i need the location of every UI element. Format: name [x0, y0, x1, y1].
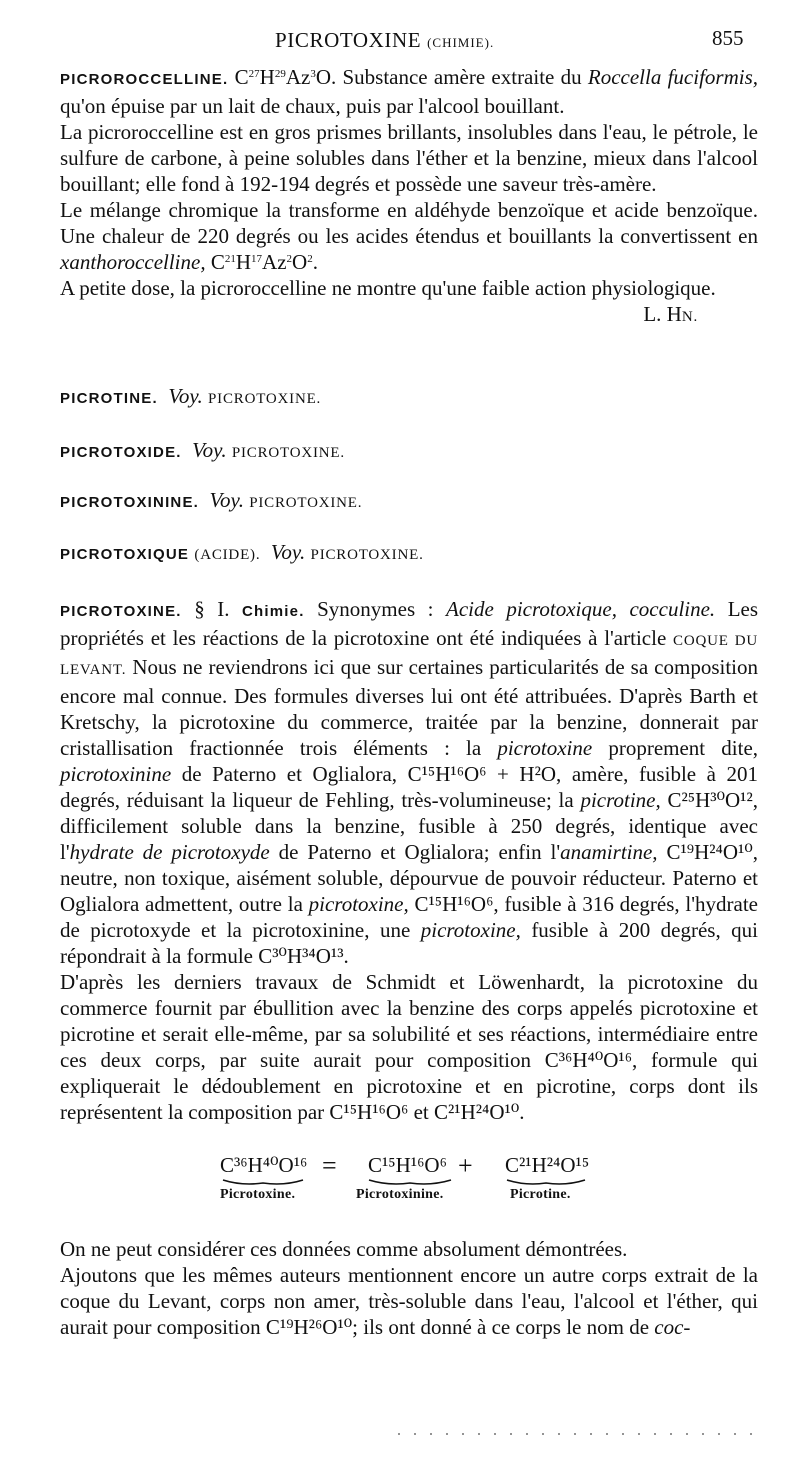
body-text: La picroroccelline est en gros prismes brillants, insolubles dans l'eau, le pétrole, le sulfure de carbone, à peine solubles dans l'éther et la benzine, mieux dans l'alcool bouillant; elle fond à 192-194 degrés et possède une saveur très-amère. — [60, 120, 758, 196]
synonyms: Acide picrotoxique, cocculine. — [446, 597, 716, 621]
running-title — [275, 28, 494, 53]
paragraph-reactions — [60, 197, 758, 275]
latin-name: Roccella fuciformis, — [587, 65, 758, 89]
chemical-formula: C¹⁵H¹⁶O⁶, — [414, 892, 499, 916]
body-text: qu'on épuise par un lait de chaux, puis par l'alcool bouillant. — [60, 94, 565, 118]
crossref-target: PICROTOXINE. — [231, 445, 345, 461]
paragraph-chemistry — [60, 596, 758, 969]
crossref-target: PICROTOXINE. — [208, 391, 322, 407]
body-text: On ne peut considérer ces données comme absolument démontrées. — [60, 1237, 628, 1261]
compound-name: anamirtine, — [560, 840, 658, 864]
body-text: D'après les derniers travaux de Schmidt et Löwenhardt, la picrotoxine du commerce fournit par ébullition avec la benzine des corps appelés picrotoxine et picrotine et serait elle-même, par sa solubilité et ses réactions, intermédiaire entre ces deux corps, par suite aurait pour composition — [60, 970, 758, 1072]
body-text: Ajoutons que les mêmes auteurs mentionnent encore un autre corps extrait de la coque du Levant, corps non amer, très-soluble dans l'eau, l'alcool et l'éther, qui aurait pour composition — [60, 1263, 758, 1339]
headword-qualifier: (ACIDE). — [194, 547, 261, 563]
body-text: fusible à 316 degrés, l'hydrate de picrotoxyde et la picrotoxinine, une — [60, 892, 759, 942]
equation-label-right: Picrotine. — [510, 1187, 571, 1202]
compound-name: picrotoxine, — [420, 918, 521, 942]
crossref-target: PICROTOXINE. — [310, 547, 424, 563]
headword: PICROTOXINE. — [60, 603, 182, 620]
author-signature: L. HN. — [643, 302, 698, 326]
paragraph-schmidt — [60, 969, 758, 1125]
compound-name: hydrate de picrotoxyde — [69, 840, 270, 864]
body-text: A petite dose, la picroroccelline ne montre qu'une faible action physiologique. — [60, 276, 716, 300]
page-header — [0, 28, 800, 52]
paragraph-uncertain — [60, 1236, 758, 1262]
section-title: Chimie. — [242, 603, 305, 620]
chemical-formula: C³⁶H⁴⁰O¹⁶, — [544, 1048, 638, 1072]
underbrace-right — [506, 1179, 586, 1187]
headword: PICROTINE. — [60, 390, 158, 407]
page-number: 855 — [712, 26, 744, 50]
headword: PICROTOXININE. — [60, 494, 200, 511]
equation-equals: = — [322, 1151, 337, 1180]
compound-name: coc- — [654, 1315, 691, 1339]
chemical-formula: $C^{27}H^{29}Az^3O$. — [234, 65, 337, 89]
headword: PICROTOXIDE. — [60, 444, 182, 461]
crossref-target: PICROTOXINE. — [249, 495, 363, 511]
chemical-formula: C¹⁵H¹⁶O⁶ + H²O, — [407, 762, 562, 786]
running-title-note: (CHIMIE). — [427, 35, 495, 50]
body-text: proprement dite, — [608, 736, 759, 760]
crossref-picrotoxide — [60, 437, 345, 466]
body-text: fusible à 200 degrés, qui répondrait à la formule — [60, 918, 759, 968]
article-reference: COQUE DU LEVANT. — [60, 633, 758, 678]
body-text: de Paterno et Oglialora, — [181, 762, 398, 786]
paragraph-dose — [60, 275, 758, 326]
equation-right-term: C²¹H²⁴O¹⁵ — [505, 1153, 590, 1177]
crossref-picrotoxique — [60, 539, 424, 568]
equation-label-middle: Picrotoxinine. — [356, 1187, 444, 1202]
voy-label: Voy. — [270, 540, 306, 564]
equation-left-term: C³⁶H⁴⁰O¹⁶ — [220, 1153, 308, 1177]
body-text: Les propriétés et les réactions de la picrotoxine ont été indiquées à l'article — [60, 597, 759, 650]
chemical-formula: C³⁰H³⁴O¹³. — [258, 944, 349, 968]
entry-picrotoxine — [60, 596, 758, 1125]
chemical-formula: C²¹H²⁴O¹⁰. — [433, 1100, 525, 1124]
chemical-formula: C¹⁹H²⁴O¹⁰, — [666, 840, 759, 864]
underbrace-left — [222, 1179, 304, 1187]
chemical-formula: C¹⁵H¹⁶O⁶ — [329, 1100, 409, 1124]
compound-name: picrotoxine, — [308, 892, 409, 916]
body-text: et — [413, 1100, 429, 1124]
section-mark: § I. — [194, 597, 230, 621]
body-text: ils ont donné à ce corps le nom de — [363, 1315, 650, 1339]
body-text: Substance amère extraite du — [342, 65, 582, 89]
underbrace-middle — [368, 1179, 452, 1187]
body-text: formule qui expliquerait le dédoublement en picrotoxine et en picrotine, corps dont ils représentent la composition par — [60, 1048, 759, 1124]
running-title-text: PICROTOXINE — [275, 28, 422, 52]
voy-label: Voy. — [209, 488, 244, 512]
headword: PICROTOXIQUE — [60, 546, 190, 563]
voy-label: Voy. — [192, 438, 227, 462]
equation-label-left: Picrotoxine. — [220, 1187, 296, 1202]
body-text: neutre, non toxique, aisément soluble, dépourvue de pouvoir réducteur. Paterno et Oglialora admettent, outre la — [60, 866, 758, 916]
compound-name: picrotine, — [580, 788, 661, 812]
voy-label: Voy. — [168, 384, 203, 408]
compound-name: picrotoxine — [497, 736, 593, 760]
synonyms-label: Synonymes : — [317, 597, 434, 621]
crossref-picrotine — [60, 383, 321, 412]
body-text: de Paterno et Oglialora; enfin l' — [278, 840, 561, 864]
chemical-formula: C¹⁹H²⁶O¹⁰; — [265, 1315, 359, 1339]
scan-artifact-dots — [398, 1432, 758, 1436]
entry-picroroccelline — [60, 64, 758, 330]
entry-picrotoxine-continued — [60, 1236, 758, 1340]
paragraph-other-body — [60, 1262, 758, 1340]
paragraph-properties — [60, 119, 758, 197]
decomposition-equation — [210, 1153, 610, 1213]
body-text: Nous ne reviendrons ici que sur certaines particularités de sa composition encore mal connue. Des formules diverses lui ont été attribuées. D'après Barth et Kretschy, la picrotoxine du commerce, traitée par la benzine, donnerait par cristallisation fractionnée trois éléments : la — [60, 655, 759, 760]
equation-middle-term: C¹⁵H¹⁶O⁶ — [368, 1153, 447, 1177]
crossref-picrotoxinine — [60, 487, 362, 516]
chemical-formula: $C^{21}H^{17}Az^2O^2$. — [210, 250, 318, 274]
chemical-formula: C²⁵H³⁰O¹², — [667, 788, 759, 812]
equation-plus: + — [458, 1151, 473, 1180]
compound-name: xanthoroccelline, — [60, 250, 206, 274]
compound-name: picrotoxinine — [60, 762, 172, 786]
body-text: Le mélange chromique la transforme en aldéhyde benzoïque et acide benzoïque. Une chaleur de 220 degrés ou les acides étendus et bouillants la convertissent en — [60, 198, 758, 248]
body-text: difficilement soluble dans la benzine, fusible à 250 degrés, identique avec l' — [60, 814, 758, 864]
headword: PICROROCCELLINE. — [60, 71, 229, 88]
body-text: amère, fusible à 201 degrés, réduisant la liqueur de Fehling, très-volumineuse; la — [60, 762, 758, 812]
entry-paragraph — [60, 64, 758, 119]
